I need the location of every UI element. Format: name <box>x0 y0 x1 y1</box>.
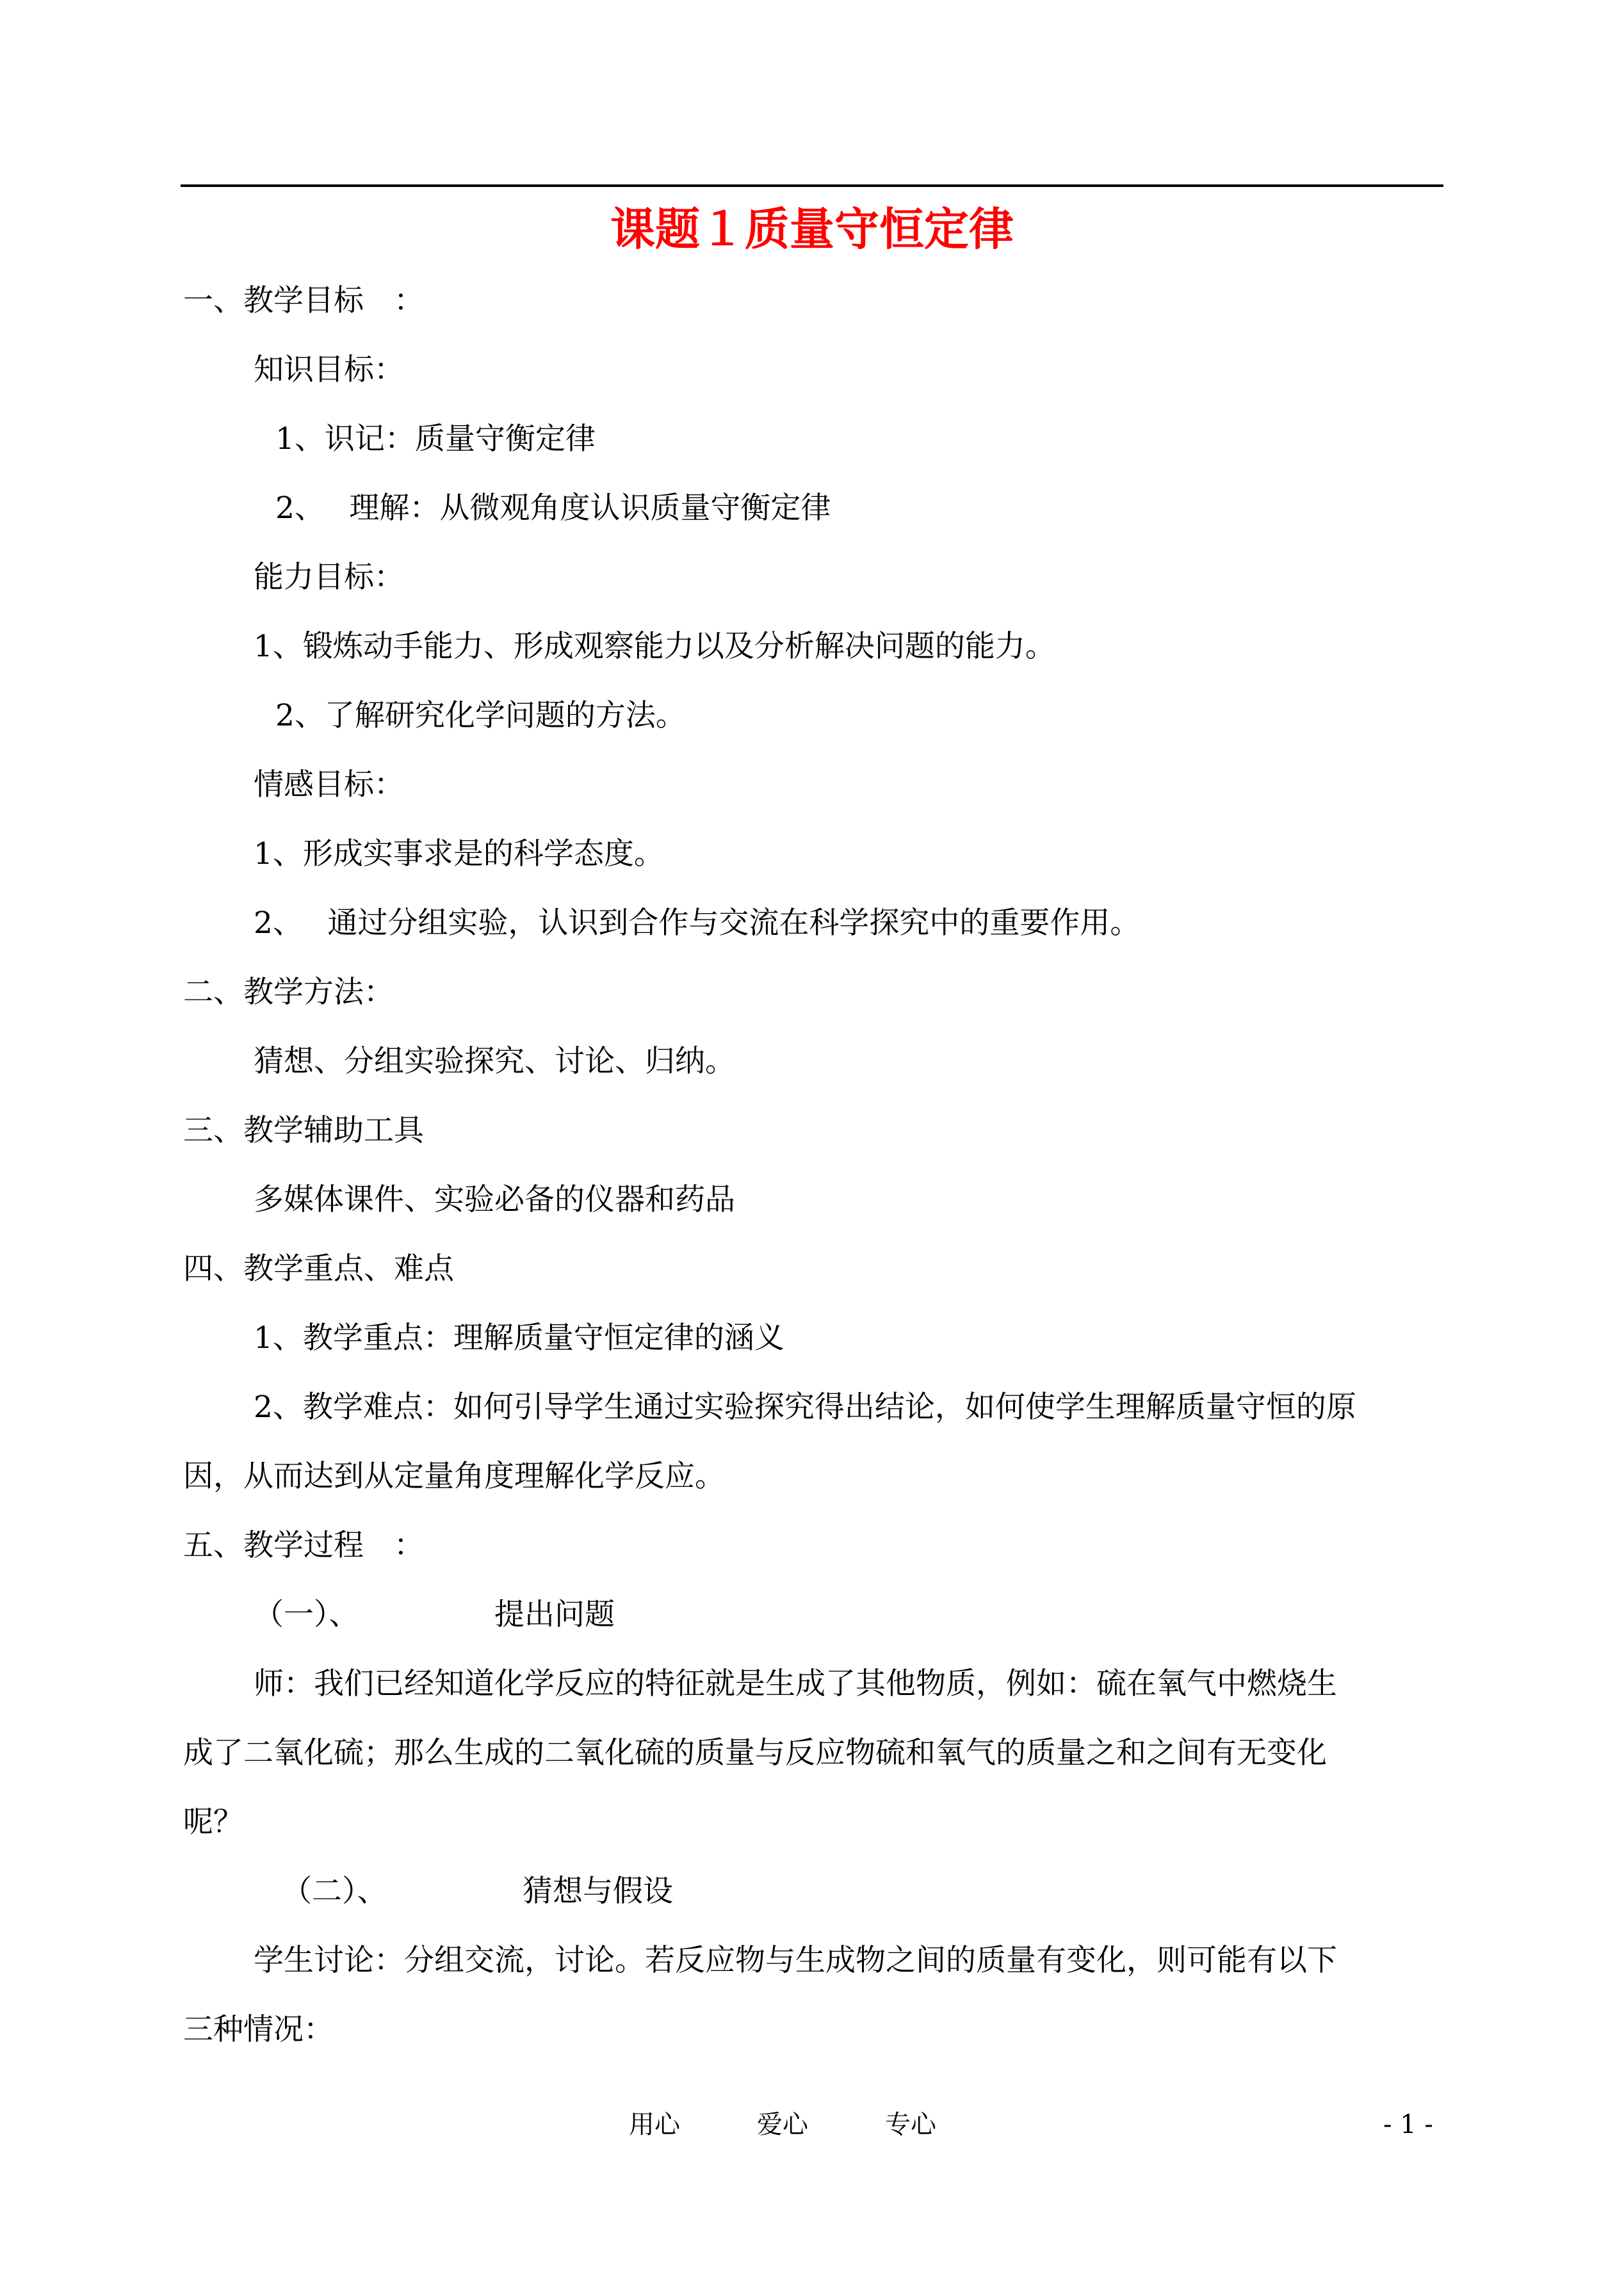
knowledge-goal-2: 2、 理解：从微观角度认识质量守衡定律 <box>275 491 831 526</box>
emotion-goal-1: 1、形成实事求是的科学态度。 <box>254 836 664 872</box>
ability-goal-1: 1、锻炼动手能力、形成观察能力以及分析解决问题的能力。 <box>254 629 1055 664</box>
teacher-paragraph-line-2: 成了二氧化硫；那么生成的二氧化硫的质量与反应物硫和氧气的质量之和之间有无变化 <box>183 1735 1327 1771</box>
emotion-goal-2: 2、 通过分组实验，认识到合作与交流在科学探究中的重要作用。 <box>254 905 1141 941</box>
document-title: 课题１质量守恒定律 <box>610 202 1014 255</box>
methods-text: 猜想、分组实验探究、讨论、归纳。 <box>254 1044 735 1079</box>
footer-motto-3: 专心 <box>885 2110 936 2139</box>
footer-motto-1: 用心 <box>629 2110 680 2139</box>
section-heading-key-points: 四、教学重点、难点 <box>183 1251 454 1286</box>
student-paragraph-line-2: 三种情况： <box>183 2012 334 2047</box>
header-rule <box>181 184 1443 187</box>
section-heading-methods: 二、教学方法： <box>183 975 394 1010</box>
ability-goal-2: 2、了解研究化学问题的方法。 <box>275 698 686 733</box>
process-step-2-heading: （二）、 猜想与假设 <box>282 1874 673 1909</box>
section-heading-goals: 一、教学目标 ： <box>183 283 424 318</box>
student-paragraph-line-1: 学生讨论：分组交流，讨论。若反应物与生成物之间的质量有变化，则可能有以下 <box>254 1943 1337 1978</box>
process-step-1-heading: （一）、 提出问题 <box>254 1597 615 1632</box>
subheading-emotion-goals: 情感目标： <box>254 767 404 802</box>
section-heading-tools: 三、教学辅助工具 <box>183 1113 424 1148</box>
page-number: - 1 - <box>1383 2110 1433 2139</box>
key-point-2-line-2: 因，从而达到从定量角度理解化学反应。 <box>183 1459 725 1494</box>
section-heading-process: 五、教学过程 ： <box>183 1528 424 1563</box>
teacher-paragraph-line-1: 师：我们已经知道化学反应的特征就是生成了其他物质，例如：硫在氧气中燃烧生 <box>254 1666 1337 1701</box>
teacher-paragraph-line-3: 呢？ <box>183 1804 243 1840</box>
subheading-knowledge-goals: 知识目标： <box>254 352 404 387</box>
key-point-2-line-1: 2、教学难点：如何引导学生通过实验探究得出结论，如何使学生理解质量守恒的原 <box>254 1390 1356 1425</box>
subheading-ability-goals: 能力目标： <box>254 560 404 595</box>
tools-text: 多媒体课件、实验必备的仪器和药品 <box>254 1182 735 1217</box>
key-point-1: 1、教学重点：理解质量守恒定律的涵义 <box>254 1320 784 1356</box>
footer-motto-2: 爱心 <box>757 2110 808 2139</box>
knowledge-goal-1: 1、识记：质量守衡定律 <box>275 421 596 457</box>
